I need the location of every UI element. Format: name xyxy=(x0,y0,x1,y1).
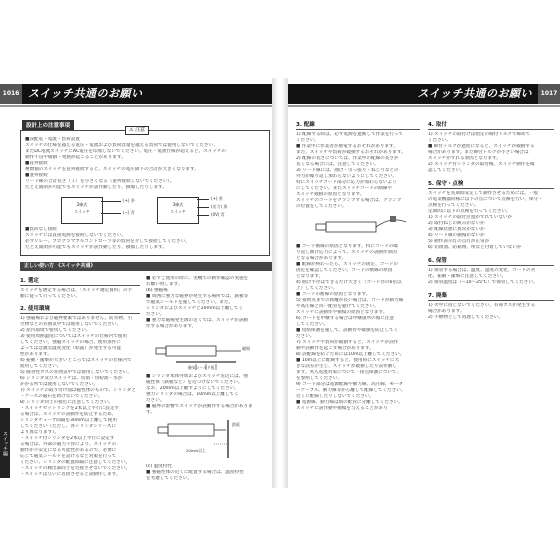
section-title: 配線 xyxy=(303,122,315,128)
page-header xyxy=(288,84,560,104)
body-line: る場合は、外部の磁力干渉により、スイッチの xyxy=(20,442,117,447)
body-line: 5) 動作表示灯の点灯が正常か xyxy=(428,239,490,244)
diagram-caption: 20mm以上 xyxy=(186,448,206,453)
body-line: スイッチに誤動作や損傷の原因となります。 xyxy=(296,310,388,315)
diagram-label: 鉄板 xyxy=(232,422,240,427)
header-rule xyxy=(288,105,560,107)
body-line: 1) 配線する時は、必ず電源を遮断して作業を行って xyxy=(296,132,404,137)
usage-banner: 正しい使い方 《スイッチ共通》 xyxy=(20,262,274,271)
body-line: 順に従って行ってください。 xyxy=(20,294,80,299)
body-line: り返し曲げ応力によって、スイッチの誤動作原因 xyxy=(296,250,397,255)
body-line: 7) スイッチや負荷が破損すると、スイッチが誤作 xyxy=(296,340,399,345)
caution-line: 動作不良や破損・発熱が起こることがあります。 xyxy=(25,155,126,160)
body-line: や高圧線と同一配管を避けてください。 xyxy=(296,304,379,309)
section-title: 取付 xyxy=(435,122,447,128)
body-line: ■ 必ずご使用の際に、実機での動作確認の実施を xyxy=(146,276,249,281)
body-line: 6) シリンダ及びスイッチは、切削・切粉油・水が xyxy=(20,376,123,381)
body-line: ・スイッチは互いに近接させると誤動作します。 xyxy=(20,472,121,477)
body-line: 固定を確認してください。コードの断線の原因 xyxy=(296,268,393,273)
body-line: 動や誤動作を起こす場合があります。 xyxy=(296,346,374,351)
body-line: にしてください。またスイッチコードの断線や xyxy=(296,186,393,191)
body-line: ・スイッチ付シリンダを2本以上平行に設定す xyxy=(20,436,115,441)
body-line: 2) 取付ねじの緩みがないか xyxy=(428,221,485,226)
section-title: 選定 xyxy=(27,278,39,284)
body-line: 3) 使用周囲温度についてはスイッチの仕様内で使用 xyxy=(20,334,127,339)
body-line: ます。突入電流対策について「接点保護について」 xyxy=(296,370,402,375)
caution-line: ■直列接続 xyxy=(25,161,48,166)
body-line: 5) 接続先までの距離が長い場合は、コードが動力線 xyxy=(296,298,404,303)
right-column xyxy=(428,120,554,321)
caution-heading: 設計上の注意事項 xyxy=(22,120,74,130)
body-line: より異なります）。 xyxy=(20,430,60,435)
section-heading xyxy=(20,304,140,314)
left-page xyxy=(0,78,272,488)
body-line: (c) 温度特性 xyxy=(146,464,172,469)
body-line: 2) スイッチ付シリンダの取付後、スイッチ動作を確 xyxy=(428,162,535,167)
section-heading xyxy=(428,179,554,189)
body-line: る場合は、スイッチの誤動作を防止するため、 xyxy=(20,412,117,417)
section-number: 4. xyxy=(428,122,434,128)
wire xyxy=(197,215,209,216)
section-title: 保守・点検 xyxy=(435,181,464,187)
body-line: 定期的に以下の点検を行ってください。 xyxy=(428,209,511,214)
body-line: ください。 xyxy=(428,138,451,143)
section-heading xyxy=(428,120,554,130)
body-line: ■ 強磁性体の近くに配置する場合は、温度特性 xyxy=(146,470,244,475)
body-line: となる場合があります。 xyxy=(296,256,347,261)
section-number: 7. xyxy=(428,293,434,299)
caution-line: またDC電流スイッチにAC電圧を印加しないでください。電圧・電流仕様が超えると、スイッチの xyxy=(25,149,226,154)
body-line: 8) シリンダ同士の接近に注意してください。 xyxy=(20,400,114,405)
right-column xyxy=(146,276,268,482)
caution-line: スイッチには直接電源を接続しないでください。 xyxy=(25,233,126,238)
body-line: となります。 xyxy=(296,274,324,279)
caution-label-text: 注意 xyxy=(135,127,146,133)
body-line: ーケーブル、動力線等から離して配線してください。 xyxy=(296,388,406,393)
body-line: ください。シリンダの配置間隔に注意してください。 xyxy=(20,460,131,465)
body-line: 場合があります。 xyxy=(428,309,465,314)
body-line: 近くに配線したりしないでください。 xyxy=(296,394,375,399)
page-title: スイッチ共通のお願い xyxy=(28,87,143,100)
body-line: 1) 火中に投じないでください。有毒ガスが発生する xyxy=(428,303,536,308)
body-line: 9) コード部分は電源配線や動力線、高圧線、モータ xyxy=(296,382,404,387)
pin-label: (0V) 青 xyxy=(211,212,225,217)
body-line: 応じて磁気シールドを設けるなど対策を行って xyxy=(20,454,117,459)
three-wire-switch-block: 3線式 スイッチ xyxy=(157,197,199,224)
body-line: の位置をしてください。 xyxy=(296,204,347,209)
header-rule xyxy=(0,105,272,107)
body-line: ■ コード断線の原因となります。特にコードの繰 xyxy=(296,244,398,249)
body-line: 外力が繰り返し加わらないようにしてください。 xyxy=(296,174,398,179)
body-line: スイッチ破損の原因となります。 xyxy=(296,192,365,197)
body-line: 2) 不燃物として処理してください。 xyxy=(428,315,504,320)
page-number: 1017 xyxy=(538,84,560,104)
body-line: 強力シリンダの場合は、10mm以上離してく xyxy=(146,392,239,397)
pin-label: (+) 茶 xyxy=(123,198,135,203)
diagram-caption: 磁気シールド板 xyxy=(188,365,215,370)
page-header xyxy=(0,84,272,104)
body-line: で磁気シールドを施してください。また、 xyxy=(146,300,234,305)
side-tab: スイッチ編 xyxy=(0,408,10,478)
caution-box xyxy=(20,127,270,256)
body-line: 2) 保管温度は（−10〜25℃）で保管してください。 xyxy=(428,280,538,285)
section-heading xyxy=(296,120,420,130)
body-line: かかる所では使用しないでください。 xyxy=(20,382,99,387)
right-page xyxy=(288,78,560,488)
caution-line: たとえ開閉が可能でもスイッチが誤作動したり、損傷したりします。 xyxy=(25,245,167,250)
body-line: 性があります。 xyxy=(20,352,52,357)
caution-line: リード線の合計長さ（ミ）を小さくなる（並列接続しないでください）。 xyxy=(25,179,175,184)
caution-line: ■並列接続 xyxy=(25,173,48,178)
section-number: 6. xyxy=(428,258,434,264)
body-line: ・スイッチセットリングを2本以上平行に設定す xyxy=(20,406,120,411)
pin-label: (+) 茶 xyxy=(211,196,223,201)
body-line: 特にスイッチコード部分に応力が加わらないよう xyxy=(296,180,397,185)
body-line: ■ 電源線、動力線は別の配管に分離してください。 xyxy=(296,400,403,405)
body-line: 7) スイッチの取り付け面は磁性体のもので、シリンダと xyxy=(20,388,136,393)
left-column xyxy=(296,120,420,412)
body-line: 場合があります。また締付トルクが小さい場合は xyxy=(428,150,529,155)
body-line: を考慮してください。 xyxy=(146,476,192,481)
body-line: 上）してください。 xyxy=(296,286,338,291)
body-line: 6) コードを中継する場合は中継箇所の傷に注意 xyxy=(296,316,395,321)
body-line: (b) 強磁場 xyxy=(146,288,168,293)
book-spread xyxy=(0,78,560,488)
page-title: スイッチ共通のお願い xyxy=(417,87,532,100)
body-line: ださい。 xyxy=(146,312,165,317)
body-line: 火物などの雰囲気中では使用しないでください。 xyxy=(20,322,122,327)
caution-line: 複数個のスイッチを直列接続すると、スイッチの電圧降下の合計が大きくなります。 xyxy=(25,167,199,172)
magnetic-field-diagram xyxy=(146,332,268,372)
clamp-diagram xyxy=(296,212,420,242)
body-line: ・ケースの磁石を妨げないでください。 xyxy=(20,394,103,399)
section-number: 1. xyxy=(20,278,26,284)
pin-label: (出力) 黒 xyxy=(211,204,228,209)
body-line: 2) 屋内環境で使用してください。 xyxy=(20,328,91,333)
body-line: してください（ただし、各シリンダシリーズに xyxy=(20,424,117,429)
wire xyxy=(197,207,209,208)
body-line: ・スイッチの検出部同士を近接させないでください。 xyxy=(20,466,131,471)
body-line: ■ シリンダ本体外周およびスイッチ近辺には、強 xyxy=(146,374,248,379)
body-line: す。 xyxy=(146,410,155,415)
diagram-label: 磁場 xyxy=(242,346,250,351)
body-line: スイッチのコードをクランプする場合は、クランプ xyxy=(296,198,402,203)
body-line: 使用してください。 xyxy=(20,364,62,369)
wire xyxy=(101,201,121,202)
wire xyxy=(197,199,209,200)
body-line: ■ 作業中に作業者が感電するおそれがあります。 xyxy=(296,144,398,149)
body-line: 長くなる場合には、注意してください。 xyxy=(296,162,379,167)
body-line: また、スイッチや負荷が破損するおそれがあります。 xyxy=(296,150,406,155)
body-line: 化、振動・衝撃に注意してください。 xyxy=(428,274,507,279)
left-column xyxy=(20,276,140,478)
body-line: 3) リード線には、曲げ・引っ張り・ねじりなどの xyxy=(296,168,399,173)
body-line: 1) 保管する場合は、温度、湿度の変化、コードの劣 xyxy=(428,268,536,273)
two-wire-switch-block: 2線式 スイッチ xyxy=(61,197,103,224)
body-line: スイッチを選定する場合は、「スイッチ選定資料」の手 xyxy=(20,288,133,293)
body-line: お願い致します。 xyxy=(146,282,183,287)
cylinder-diagram-2 xyxy=(146,418,266,462)
body-line: 作する場合があります。 xyxy=(146,324,197,329)
caution-line: スイッチの仕様を越える電圧・電流および負荷容量を越える負荷では使用しないでください。 xyxy=(25,143,218,148)
body-line: ■ 締付トルクが過度になると、スイッチが破損する xyxy=(428,144,535,149)
body-line: ■ 周囲に強力な磁界が発生する場所では、鉄板等 xyxy=(146,294,249,299)
body-line: スイッチに誤作動や損傷を与えることがあり xyxy=(296,406,388,411)
body-line: シリンダおよびスイッチと20mm以上離してく xyxy=(146,306,244,311)
body-line: 認してください。 xyxy=(428,168,465,173)
section-title: 廃棄 xyxy=(435,293,447,299)
body-line: ■ 10m以上に配線すると、使用時にスイッチに大 xyxy=(296,358,400,363)
body-line: ■ 磁界の影響でスイッチが誤動作する場合がありま xyxy=(146,404,253,409)
section-number: 5. xyxy=(428,181,434,187)
body-line: 点検を行ってください。 xyxy=(428,203,479,208)
body-line: ださい。 xyxy=(146,398,165,403)
caution-text xyxy=(25,137,265,191)
body-line: 5) 腐食性ガスの雰囲気中では使用しないでください。 xyxy=(20,370,132,375)
body-line: よっては急激な温度変化（結露）が発生する可能 xyxy=(20,346,122,351)
body-line: きな誤差が生じ、スイッチが破損したり誤作動し xyxy=(296,364,397,369)
body-line: 8) 誤配線を防ぐためには10m以上離してください。 xyxy=(296,352,405,357)
body-line: 4) リード線の損傷がないか xyxy=(428,233,485,238)
body-line: 磁性体（鉄板など）を近づけないでください。 xyxy=(146,380,243,385)
section-heading xyxy=(428,256,554,266)
pin-label: (−) 青 xyxy=(123,210,135,215)
body-line: ください。 xyxy=(296,138,319,143)
iron-plate-diagram xyxy=(146,418,268,462)
cylinder-clamp-diagram xyxy=(296,212,416,242)
section-heading xyxy=(428,291,554,301)
body-line: スイッチがずれる原因となります。 xyxy=(428,156,501,161)
section-title: 保管 xyxy=(435,258,447,264)
wire xyxy=(101,213,121,214)
body-line: 4) 曲げ半径はできるだけ大きく（コード径の6倍以 xyxy=(296,280,402,285)
body-line: 1) 強磁場および磁界要素ではありません。防水物、引 xyxy=(20,316,133,321)
caution-line: ■負荷なし接続 xyxy=(25,227,57,232)
body-line: を参照してください。 xyxy=(296,376,342,381)
section-title: 使用環境 xyxy=(27,306,50,312)
body-line: 4) 振動・衝撃が大きいところではスイッチの仕様内で xyxy=(20,358,132,363)
body-line: ■ 強力な磁場発生源の近くでは、スイッチが誤動 xyxy=(146,318,249,323)
body-line: の電気機器同様に以下の点について点検を行い、保守・ xyxy=(428,197,543,202)
book-gutter xyxy=(272,78,288,488)
section-heading xyxy=(20,276,140,286)
body-line: してください。 xyxy=(296,322,329,327)
caution-line: ■誤配電・電流・負荷設置 xyxy=(25,137,80,142)
body-line: 3) 配線状態に異常がないか xyxy=(428,227,485,232)
section-number: 2. xyxy=(20,306,26,312)
section-number: 3. xyxy=(296,122,302,128)
caution-line: 必ずリレー、プログラマブルコントローラ等の負荷を介して接続してください。 xyxy=(25,239,190,244)
wiring-diagram xyxy=(61,195,241,223)
body-line: 1) スイッチの取付けは指定の締付トルクで締めて xyxy=(428,132,531,137)
caution-line: たとえ開閉が可能でもスイッチが誤作動したり、損傷したりします。 xyxy=(25,185,167,190)
body-line: ■ 短絡保護を施して、誤動作や破損を防止してく xyxy=(296,328,399,333)
body-line: ださい。 xyxy=(296,334,315,339)
caution-label: ⚠ 注意 xyxy=(125,126,149,135)
body-line: 6) 切削油、防錆剤、埃など付着していないか xyxy=(428,245,522,250)
page-number: 1016 xyxy=(0,84,22,104)
body-line: ■ 配線が終わったら、スイッチの固定、コードの xyxy=(296,262,399,267)
body-line: シリンダチューブ間隔を30mm以上離して使用 xyxy=(20,418,117,423)
body-line: 2) 配線の長さについては、作業中の配線の長さが xyxy=(296,156,399,161)
caution-text-2 xyxy=(25,227,265,251)
body-line: スイッチを長期間安定して動作させるためには、一般 xyxy=(428,191,539,196)
body-line: なお、20mm以上離すようにしてください。 xyxy=(146,386,239,391)
body-line: 動作が不安定になる可能性があるので、必要に xyxy=(20,448,117,453)
body-line: してください。強磁スイッチの場合、使用条件に xyxy=(20,340,121,345)
body-line: 1) スイッチの取付位置がずれていないか xyxy=(428,215,513,220)
body-line: ■ コードの断線の原因となります。 xyxy=(296,292,371,297)
